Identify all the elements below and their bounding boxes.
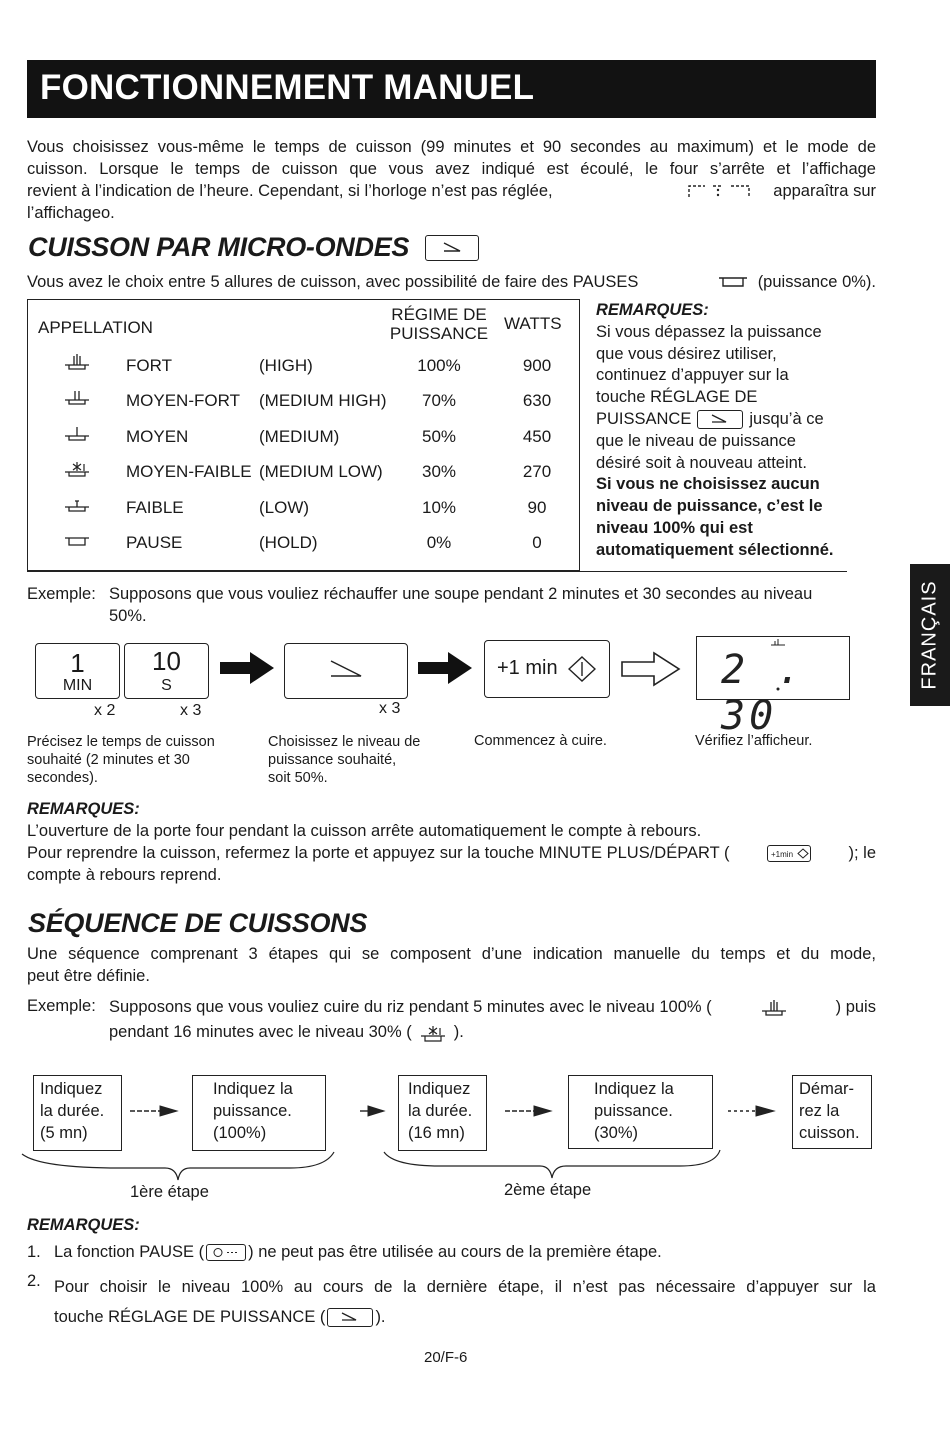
outline-arrow-right-icon [620, 650, 682, 688]
table-head-regime-2: PUISSANCE [389, 324, 489, 343]
example-text [109, 583, 879, 627]
caption-power-2: puissance souhaité, [268, 752, 397, 768]
example-text-2: 50%. [109, 607, 147, 625]
row-watts: 900 [522, 356, 552, 375]
table-head-regime-1: RÉGIME DE [391, 305, 487, 324]
divider [27, 571, 847, 572]
sec-key-number: 10 [152, 646, 181, 676]
step-1-label: 1ère étape [130, 1183, 209, 1201]
start-key-label: +1 min [497, 657, 558, 679]
row-percent: 0% [426, 533, 452, 552]
row-english-name: (HIGH) [259, 356, 313, 375]
micro-remarks-line-5a: PUISSANCE [596, 409, 692, 428]
sequence-remark-2b: touche RÉGLAGE DE PUISSANCE ( [54, 1308, 326, 1326]
row-percent: 100% [417, 356, 461, 375]
display-time: 2 . 30 [721, 647, 806, 739]
micro-section-title: CUISSON PAR MICRO-ONDES [28, 232, 410, 262]
seq-box-5-line-2: rez la [799, 1102, 840, 1120]
seq-box-4-line-2: puissance. [594, 1102, 673, 1120]
power-medium-high-icon [62, 388, 94, 408]
row-name: FAIBLE [126, 497, 184, 517]
power-key-times: x 3 [379, 700, 401, 717]
caption-power [268, 733, 468, 787]
micro-remarks-line-5b: jusqu’à ce [749, 409, 824, 428]
blank-display-icon [687, 184, 751, 198]
caption-power-3: soit 50%. [268, 770, 328, 786]
row-name: PAUSE [126, 533, 183, 552]
page-number: 20/F-6 [424, 1349, 468, 1366]
start-key-icon [767, 845, 811, 862]
seq-box-5-line-3: cuisson. [799, 1124, 860, 1142]
seq-box-3-line-2: la durée. [408, 1102, 473, 1120]
seq-box-1-line-3: (5 mn) [40, 1124, 88, 1142]
row-watts: 630 [522, 391, 552, 411]
min-key-number: 1 [70, 648, 85, 678]
power-level-key[interactable] [284, 643, 408, 699]
micro-remarks-2 [27, 798, 876, 886]
row-watts: 270 [522, 462, 552, 482]
micro-intro [27, 271, 876, 293]
sequence-example-label: Exemple: [27, 997, 96, 1015]
row-watts: 90 [527, 497, 547, 517]
seq-box-2-line-1: Indiquez la [213, 1080, 293, 1098]
row-name: MOYEN-FORT [126, 391, 240, 411]
step-2-label: 2ème étape [504, 1181, 592, 1199]
sec-key-times: x 3 [180, 702, 202, 719]
arrow-right-icon [416, 648, 474, 688]
sequence-example-1a: Supposons que vous vouliez cuire du riz pendant 5 minutes avec le niveau 100% ( [109, 998, 712, 1016]
power-table [27, 299, 580, 571]
table-row [28, 498, 581, 528]
sequence-remark-1-number: 1. [27, 1243, 41, 1261]
caption-time-2: souhaité (2 minutes et 30 [27, 752, 190, 768]
page-title-banner [27, 60, 876, 118]
sequence-example-2a: pendant 16 minutes avec le niveau 30% ( [109, 1023, 412, 1041]
sequence-remark-2a: Pour choisir le niveau 100% au cours de la dernière étape, il n’est pas nécessaire d’appuyer sur la [54, 1278, 876, 1296]
sequence-intro [27, 943, 876, 987]
power-level-key-icon [327, 1308, 373, 1327]
power-medium-icon [62, 424, 94, 444]
power-level-key-icon [697, 410, 743, 429]
micro-intro-a: Vous avez le choix entre 5 allures de cuisson, avec possibilité de faire des PAUSES [27, 273, 639, 291]
min-key-times: x 2 [94, 702, 116, 719]
seq-box-1-line-2: la durée. [40, 1102, 105, 1120]
language-side-tab [910, 564, 950, 706]
intro-line-2: cuisson. Lorsque le temps de cuisson que vous avez indiqué est écoulé, le four s’arrête et l’affichage [27, 160, 876, 178]
micro-remarks-line-6: que le niveau de puissance [596, 431, 796, 450]
sequence-remark-2c: ). [375, 1308, 386, 1326]
sequence-remark-2 [27, 1272, 876, 1332]
table-head-watts: WATTS [504, 314, 562, 333]
row-percent: 30% [421, 462, 457, 482]
power-high-icon [759, 999, 789, 1017]
sequence-remarks-title: REMARQUES: [27, 1216, 140, 1234]
min-key-label: MIN [62, 677, 93, 694]
row-name: MOYEN-FAIBLE [126, 462, 252, 482]
table-head-regime [383, 305, 495, 343]
table-row [28, 427, 581, 457]
page-title: FONCTIONNEMENT MANUEL [40, 68, 535, 107]
micro-remarks-line-4: touche RÉGLAGE DE [596, 388, 758, 407]
micro-remarks-bold-3: niveau 100% qui est [596, 518, 753, 537]
power-low-icon [62, 495, 94, 515]
micro-remarks [596, 300, 866, 562]
example-text-1: Supposons que vous vouliez réchauffer une soupe pendant 2 minutes et 30 secondes au niveau [109, 585, 813, 603]
micro-remarks-bold-4: automatiquement sélectionné. [596, 540, 834, 559]
sequence-section-title: SÉQUENCE DE CUISSONS [28, 908, 368, 938]
micro-section-header [28, 232, 479, 263]
start-icon [568, 656, 596, 682]
sequence-intro-1: Une séquence comprenant 3 étapes qui se composent d’une indication manuelle du temps et du mode, [27, 945, 876, 963]
micro-remarks-2-line-2 [27, 842, 876, 864]
sequence-remark-1b: ) ne peut pas être utilisée au cours de la première étape. [248, 1243, 662, 1261]
intro-line-4: l’affichageo. [27, 204, 115, 222]
row-name: FORT [126, 356, 172, 375]
caption-time-3: secondes). [27, 770, 98, 786]
sec-key-label: S [161, 677, 172, 694]
power-level-key-icon [425, 235, 479, 261]
seq-box-3-line-1: Indiquez [408, 1080, 471, 1098]
micro-remarks-2-line-3: compte à rebours reprend. [27, 866, 222, 884]
caption-check: Vérifiez l’afficheur. [695, 733, 813, 749]
row-english-name: (MEDIUM LOW) [259, 462, 383, 482]
micro-remarks-line-7: désiré soit à nouveau atteint. [596, 453, 807, 472]
seq-box-1-line-1: Indiquez [40, 1080, 103, 1098]
power-high-icon [62, 353, 94, 373]
seq-box-4-line-3: (30%) [594, 1124, 639, 1142]
start-plus-one-min-key[interactable] [484, 640, 610, 698]
micro-remarks-line-5 [596, 409, 866, 431]
row-watts: 450 [522, 426, 552, 446]
pause-icon [62, 530, 94, 550]
pause-icon [718, 276, 748, 288]
table-head-name: APPELLATION [38, 318, 153, 337]
arrow-right-icon [218, 648, 276, 688]
micro-remarks-bold-2: niveau de puissance, c’est le [596, 497, 823, 516]
seq-box-2-line-2: puissance. [213, 1102, 292, 1120]
sequence-example-1b: ) puis [835, 998, 876, 1016]
intro-line-1: Vous choisissez vous-même le temps de cuisson (99 minutes et 90 secondes au maximum) et le mode de [27, 138, 876, 156]
micro-remarks-line-3: continuez d’appuyer sur la [596, 366, 789, 385]
sec-key[interactable] [124, 643, 209, 699]
caption-power-1: Choisissez le niveau de [268, 734, 421, 750]
seq-box-5-line-1: Démar- [799, 1080, 855, 1098]
micro-remarks-2-title: REMARQUES: [27, 800, 140, 818]
sequence-example-2b: ). [453, 1023, 464, 1041]
intro-line-3 [27, 180, 876, 202]
table-row [28, 533, 581, 563]
min-key[interactable] [35, 643, 120, 699]
sequence-remark-2-number: 2. [27, 1272, 41, 1290]
caption-start: Commencez à cuire. [474, 733, 607, 749]
power-medium-low-icon [62, 459, 94, 479]
sequence-remark-1 [27, 1243, 876, 1272]
row-percent: 70% [421, 391, 457, 411]
seq-box-2-line-3: (100%) [213, 1124, 267, 1142]
seq-box-3-line-3: (16 mn) [408, 1124, 465, 1142]
row-english-name: (MEDIUM) [259, 426, 340, 446]
language-side-tab-label: FRANÇAIS [918, 580, 941, 690]
intro-line-3b: apparaîtra sur [773, 182, 876, 200]
row-percent: 10% [421, 497, 457, 517]
micro-remarks-line-1: Si vous dépassez la puissance [596, 322, 822, 341]
sequence-example-line-2 [109, 1020, 876, 1045]
micro-remarks-2-line-2a: Pour reprendre la cuisson, refermez la porte et appuyez sur la touche MINUTE PLUS/DÉPART ( [27, 844, 730, 862]
sequence-remark-1a: La fonction PAUSE ( [54, 1243, 205, 1261]
sequence-example [109, 995, 876, 1045]
row-percent: 50% [421, 426, 457, 446]
row-name: MOYEN [126, 426, 189, 446]
micro-intro-b: (puissance 0%). [757, 273, 876, 291]
table-row [28, 356, 581, 386]
micro-remarks-line-2: que vous désirez utiliser, [596, 344, 777, 363]
sequence-example-line-1 [109, 995, 876, 1020]
row-watts: 0 [532, 533, 542, 552]
intro-line-3a: revient à l’indication de l’heure. Cependant, si l’horloge n’est pas réglée, [27, 182, 553, 200]
micro-remarks-bold-1: Si vous ne choisissez aucun [596, 475, 820, 494]
pause-key-icon [206, 1244, 246, 1261]
example-label: Exemple: [27, 585, 96, 603]
intro-paragraph [27, 136, 876, 224]
seq-arrow-icon [160, 1106, 177, 1116]
micro-remarks-title: REMARQUES: [596, 301, 709, 319]
seq-box-4-line-1: Indiquez la [594, 1080, 674, 1098]
display-readout [696, 636, 850, 739]
row-english-name: (LOW) [259, 497, 310, 517]
table-row [28, 462, 581, 492]
table-row [28, 391, 581, 421]
row-english-name: (HOLD) [259, 533, 318, 552]
row-english-name: (MEDIUM HIGH) [259, 391, 387, 411]
svg-text:+1min: +1min [770, 849, 793, 859]
sequence-intro-2: peut être définie. [27, 967, 150, 985]
caption-time [27, 733, 247, 787]
sequence-remarks [27, 1216, 876, 1332]
caption-time-1: Précisez le temps de cuisson [27, 734, 215, 750]
micro-remarks-2-line-1: L’ouverture de la porte four pendant la cuisson arrête automatiquement le compte à rebours. [27, 822, 702, 840]
power-medium-low-icon [418, 1023, 448, 1043]
micro-remarks-2-line-2b: ); le [848, 844, 876, 862]
